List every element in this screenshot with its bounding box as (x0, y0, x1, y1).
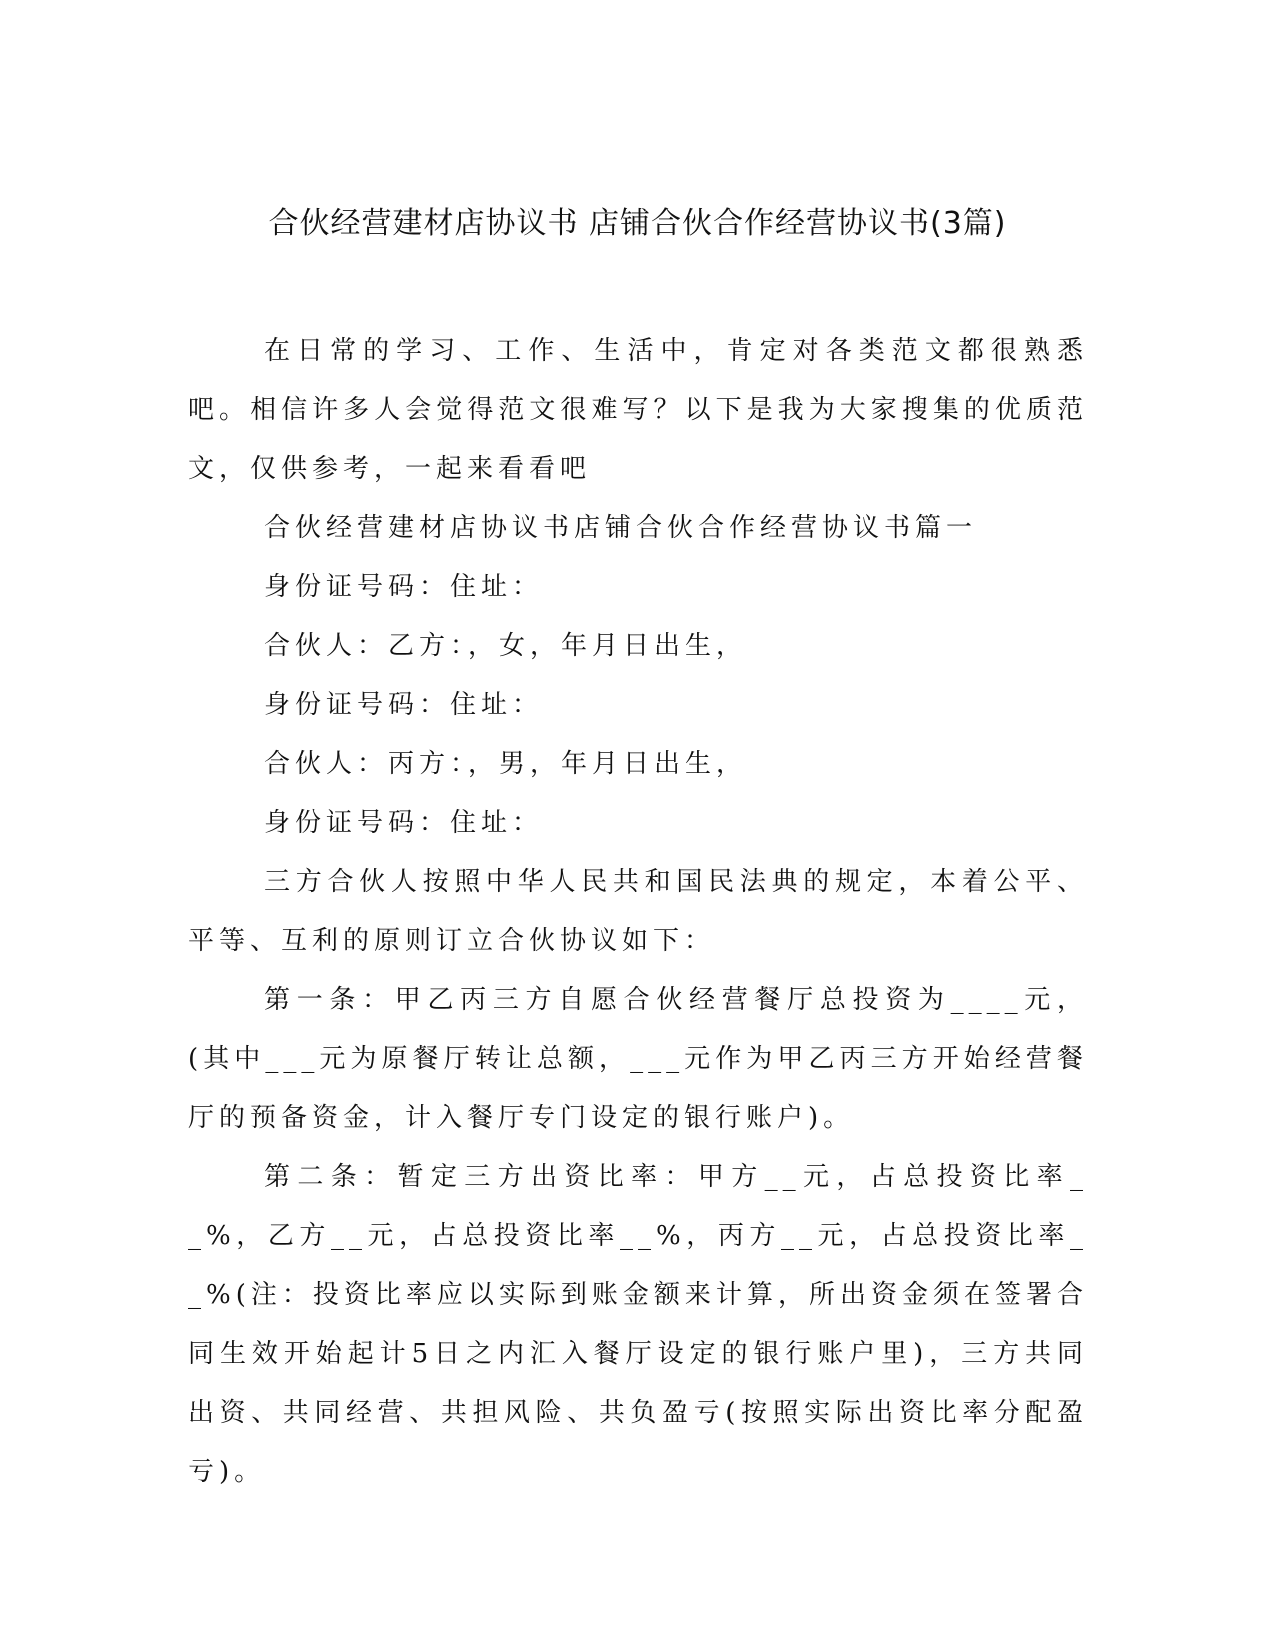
partner-c-line: 合伙人：丙方：，男，年月日出生， (264, 749, 748, 779)
id-address-line: 身份证号码：住址： (264, 690, 544, 720)
document-title: 合伙经营建材店协议书 店铺合伙合作经营协议书(3篇) (268, 206, 1007, 241)
partner-b-line: 合伙人：乙方：，女，年月日出生， (264, 631, 748, 661)
agreement-preamble: 三方合伙人按照中华人民共和国民法典的规定，本着公平、平等、互利的原则订立合伙协议如下： (188, 867, 1088, 956)
article-two: 第二条：暂定三方出资比率：甲方__元，占总投资比率__%，乙方__元，占总投资比率__%，丙方__元，占总投资比率__%(注：投资比率应以实际到账金额来计算，所出资金须在签署合同生效开始起计5日之内汇入餐厅设定的银行账户里)，三方共同出资、共同经营、共担风险、共负盈亏(按照实际出资比率分配盈亏)。 (188, 1162, 1088, 1487)
article-one: 第一条：甲乙丙三方自愿合伙经营餐厅总投资为____元，(其中___元为原餐厅转让总额，___元作为甲乙丙三方开始经营餐厅的预备资金，计入餐厅专门设定的银行账户)。 (188, 985, 1088, 1133)
id-address-line: 身份证号码：住址： (264, 572, 544, 602)
intro-paragraph: 在日常的学习、工作、生活中，肯定对各类范文都很熟悉吧。相信许多人会觉得范文很难写？以下是我为大家搜集的优质范文，仅供参考，一起来看看吧 (188, 336, 1088, 484)
section-heading: 合伙经营建材店协议书店铺合伙合作经营协议书篇一 (264, 513, 978, 543)
id-address-line: 身份证号码：住址： (264, 808, 544, 838)
document-body (188, 322, 1088, 1502)
